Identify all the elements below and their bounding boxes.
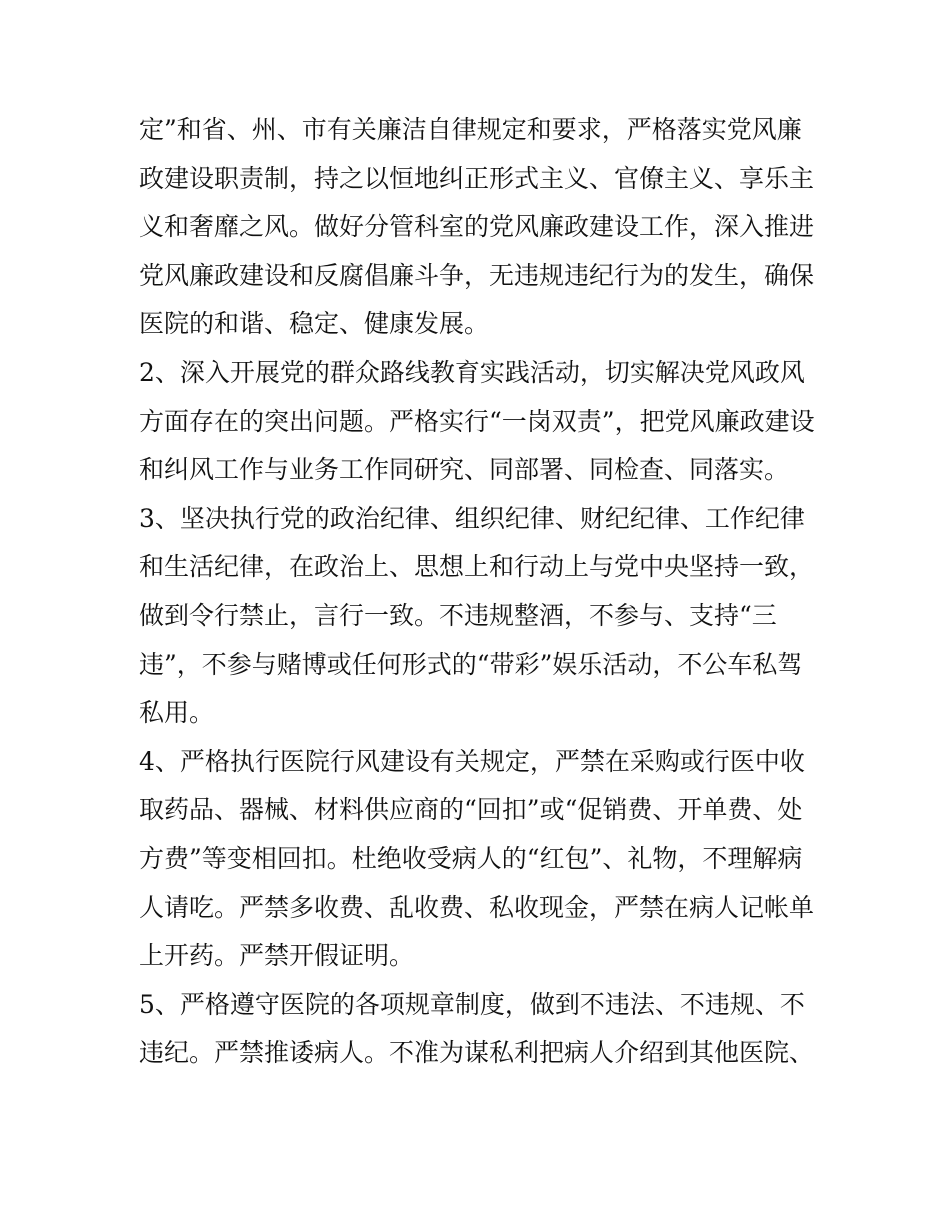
text-line: 私用。: [139, 698, 215, 728]
text-line: 做到令行禁止，言行一致。不违规整酒，不参与、支持“三: [139, 600, 777, 630]
text-line: 义和奢靡之风。做好分管科室的党风廉政建设工作，深入推进: [139, 212, 815, 242]
text-line: 和纠风工作与业务工作同研究、同部署、同检查、同落实。: [139, 455, 790, 485]
text-line: 2、深入开展党的群众路线教育实践活动，切实解决党风政风: [139, 357, 805, 387]
text-line: 人请吃。严禁多收费、乱收费、私收现金，严禁在病人记帐单: [139, 892, 815, 922]
text-line: 5、严格遵守医院的各项规章制度，做到不违法、不违规、不: [139, 989, 805, 1019]
text-line: 方面存在的突出问题。严格实行“一岗双责”，把党风廉政建设: [139, 406, 815, 436]
text-line: 4、严格执行医院行风建设有关规定，严禁在采购或行医中收: [139, 746, 805, 776]
text-line: 党风廉政建设和反腐倡廉斗争，无违规违纪行为的发生，确保: [139, 260, 815, 290]
text-line: 上开药。严禁开假证明。: [139, 941, 415, 971]
text-line: 违”，不参与赌博或任何形式的“带彩”娱乐活动，不公车私驾: [139, 649, 803, 679]
text-line: 医院的和谐、稳定、健康发展。: [139, 309, 490, 339]
document-body: [139, 106, 829, 1078]
text-line: 定”和省、州、市有关廉洁自律规定和要求，严格落实党风廉: [139, 115, 802, 144]
text-line: 和生活纪律，在政治上、思想上和行动上与党中央坚持一致，: [139, 552, 815, 582]
text-line: 违纪。严禁推诿病人。不准为谋私利把病人介绍到其他医院、: [139, 1038, 815, 1068]
text-line: 3、坚决执行党的政治纪律、组织纪律、财纪纪律、工作纪律: [139, 503, 805, 533]
text-line: 方费”等变相回扣。杜绝收受病人的“红包”、礼物，不理解病: [139, 843, 803, 873]
text-line: 政建设职责制，持之以恒地纠正形式主义、官僚主义、享乐主: [139, 163, 815, 193]
text-line: 取药品、器械、材料供应商的“回扣”或“促销费、开单费、处: [139, 795, 803, 825]
